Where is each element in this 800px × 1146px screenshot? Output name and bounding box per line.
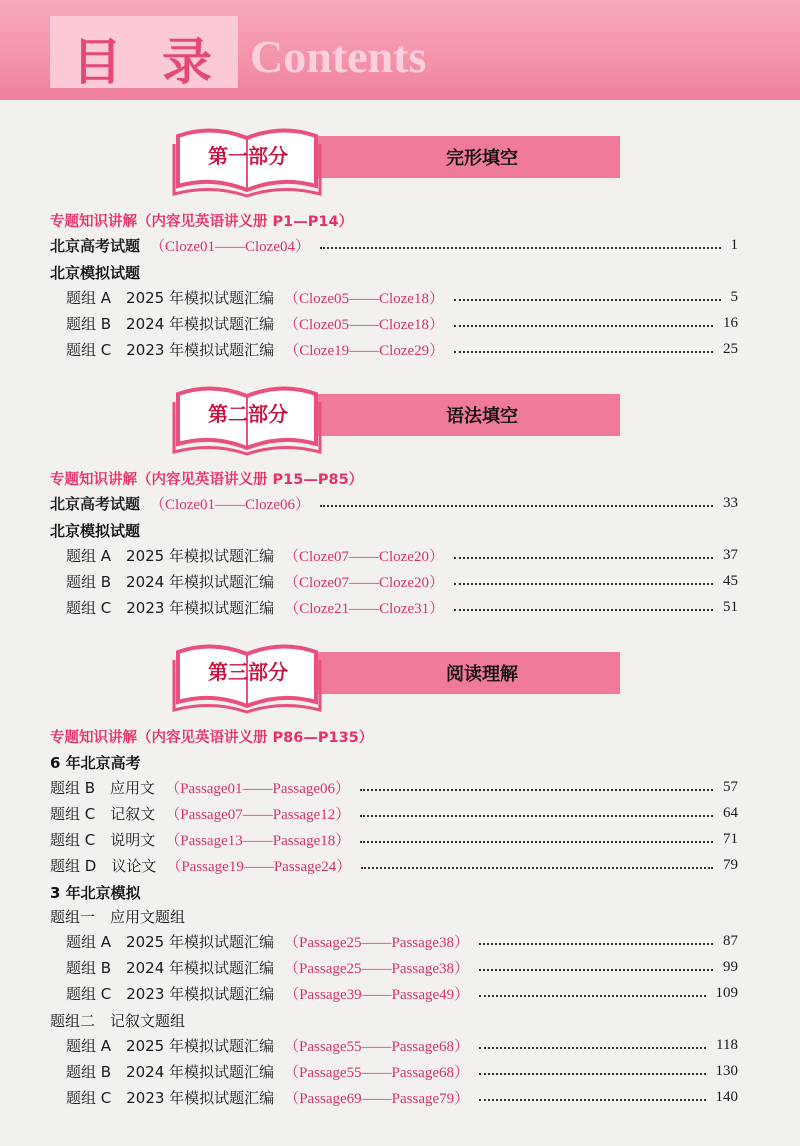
page-number: 57 — [723, 778, 738, 795]
entry-range: （Cloze01——Cloze06） — [150, 496, 310, 513]
entry-range: （Cloze01——Cloze04） — [150, 238, 310, 255]
entry-label: 题组 D 议论文 — [50, 856, 157, 875]
entry-range: （Passage13——Passage18） — [165, 832, 351, 849]
leader-dots — [320, 247, 721, 249]
page-number: 118 — [716, 1036, 738, 1053]
entry-range: （Cloze07——Cloze20） — [284, 574, 444, 591]
section-heading: 北京模拟试题 — [50, 264, 141, 282]
group-heading: 题组二 记叙文题组 — [50, 1012, 186, 1030]
toc-entry[interactable] — [66, 570, 738, 592]
part-header-2 — [172, 384, 622, 456]
toc-entry[interactable] — [66, 544, 738, 566]
entry-label: 北京高考试题 — [50, 236, 141, 255]
entry-label: 题组 C 记叙文 — [50, 804, 156, 823]
entry-range: （Passage25——Passage38） — [283, 934, 469, 951]
page-number: 16 — [723, 314, 738, 331]
part-number: 第一部分 — [208, 144, 288, 168]
leader-dots — [479, 1073, 706, 1075]
entry-range: （Passage25——Passage38） — [284, 960, 469, 977]
leader-dots — [479, 943, 713, 945]
page-number: 33 — [723, 494, 738, 511]
entry-label: 题组 B 应用文 — [50, 778, 156, 797]
part-number: 第三部分 — [208, 660, 288, 684]
toc-entry[interactable] — [50, 234, 738, 256]
toc-entry[interactable] — [66, 338, 738, 360]
part-title: 完形填空 — [446, 148, 518, 169]
entry-label: 题组 A 2025 年模拟试题汇编 — [66, 546, 274, 565]
entry-label: 题组 C 2023 年模拟试题汇编 — [66, 984, 275, 1003]
title-banner — [0, 0, 800, 100]
lecture-note: 专题知识讲解（内容见英语讲义册 P1—P14） — [50, 214, 354, 230]
entry-label: 题组 B 2024 年模拟试题汇编 — [66, 572, 275, 591]
toc-entry[interactable] — [66, 312, 738, 334]
toc-entry[interactable] — [66, 596, 738, 618]
leader-dots — [361, 867, 713, 869]
leader-dots — [360, 789, 713, 791]
toc-entry[interactable] — [50, 854, 738, 876]
section-heading: 6 年北京高考 — [50, 754, 141, 772]
entry-label: 题组 B 2024 年模拟试题汇编 — [66, 958, 275, 977]
entry-label: 题组 C 2023 年模拟试题汇编 — [66, 598, 275, 617]
page-title-english: Contents — [250, 31, 427, 82]
leader-dots — [360, 841, 713, 843]
toc-entry[interactable] — [66, 930, 738, 952]
part-header-1 — [172, 126, 622, 198]
page-number: 64 — [723, 804, 738, 821]
page-number: 87 — [723, 932, 738, 949]
page-number: 51 — [723, 598, 738, 615]
page-number: 109 — [715, 984, 738, 1001]
entry-range: （Passage19——Passage24） — [166, 858, 352, 875]
toc-entry[interactable] — [50, 802, 738, 824]
leader-dots — [454, 557, 713, 559]
entry-label: 题组 B 2024 年模拟试题汇编 — [66, 1062, 275, 1081]
entry-range: （Passage39——Passage49） — [284, 986, 470, 1003]
leader-dots — [360, 815, 713, 817]
part-number: 第二部分 — [208, 402, 288, 426]
toc-entry[interactable] — [66, 982, 738, 1004]
entry-range: （Passage01——Passage06） — [165, 780, 351, 797]
toc-entry[interactable] — [50, 828, 738, 850]
part-title: 语法填空 — [446, 406, 518, 427]
toc-entry[interactable] — [66, 1034, 738, 1056]
leader-dots — [479, 1099, 705, 1101]
lecture-note: 专题知识讲解（内容见英语讲义册 P15—P85） — [50, 472, 364, 488]
entry-label: 题组 B 2024 年模拟试题汇编 — [66, 314, 275, 333]
leader-dots — [454, 609, 713, 611]
leader-dots — [454, 583, 713, 585]
entry-label: 题组 C 说明文 — [50, 830, 156, 849]
page-title: 目录 — [72, 33, 252, 91]
entry-range: （Cloze21——Cloze31） — [284, 600, 445, 617]
toc-entry[interactable] — [66, 956, 738, 978]
entry-label: 题组 A 2025 年模拟试题汇编 — [66, 288, 274, 307]
entry-label: 北京高考试题 — [50, 494, 141, 513]
page-number: 45 — [723, 572, 738, 589]
entry-range: （Passage69——Passage79） — [284, 1090, 470, 1107]
group-heading: 题组一 应用文题组 — [50, 908, 186, 926]
section-heading: 3 年北京模拟 — [50, 884, 141, 902]
leader-dots — [454, 351, 713, 353]
entry-label: 题组 A 2025 年模拟试题汇编 — [66, 932, 274, 951]
toc-entry[interactable] — [66, 286, 738, 308]
entry-range: （Cloze19——Cloze29） — [284, 342, 445, 359]
page-number: 99 — [723, 958, 738, 975]
leader-dots — [479, 969, 713, 971]
entry-label: 题组 A 2025 年模拟试题汇编 — [66, 1036, 274, 1055]
leader-dots — [454, 299, 721, 301]
entry-range: （Passage07——Passage12） — [165, 806, 351, 823]
leader-dots — [479, 1047, 706, 1049]
part-title: 阅读理解 — [446, 664, 518, 685]
part-header-3 — [172, 642, 622, 714]
lecture-note: 专题知识讲解（内容见英语讲义册 P86—P135） — [50, 730, 374, 746]
entry-range: （Cloze07——Cloze20） — [283, 548, 444, 565]
entry-range: （Cloze05——Cloze18） — [283, 290, 444, 307]
page-number: 37 — [723, 546, 738, 563]
toc-entry[interactable] — [50, 776, 738, 798]
page-number: 140 — [715, 1088, 738, 1105]
section-heading: 北京模拟试题 — [50, 522, 141, 540]
page-number: 1 — [730, 236, 738, 253]
page-number: 5 — [730, 288, 738, 305]
toc-entry[interactable] — [66, 1086, 738, 1108]
entry-label: 题组 C 2023 年模拟试题汇编 — [66, 340, 275, 359]
toc-entry[interactable] — [50, 492, 738, 514]
leader-dots — [479, 995, 705, 997]
page-number: 25 — [723, 340, 738, 357]
entry-range: （Passage55——Passage68） — [284, 1064, 469, 1081]
toc-entry[interactable] — [66, 1060, 738, 1082]
page-number: 79 — [723, 856, 738, 873]
page-number: 71 — [723, 830, 738, 847]
page-number: 130 — [715, 1062, 738, 1079]
entry-range: （Cloze05——Cloze18） — [284, 316, 444, 333]
entry-label: 题组 C 2023 年模拟试题汇编 — [66, 1088, 275, 1107]
leader-dots — [320, 505, 713, 507]
leader-dots — [454, 325, 713, 327]
entry-range: （Passage55——Passage68） — [283, 1038, 469, 1055]
